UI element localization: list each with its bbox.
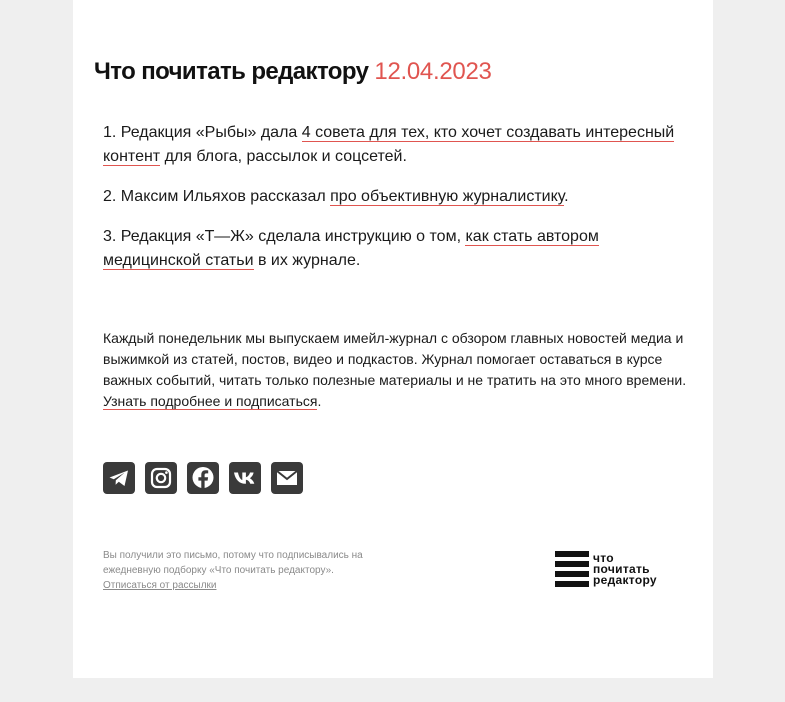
facebook-link[interactable]: [187, 462, 219, 494]
unsubscribe-link[interactable]: Отписаться от рассылки: [103, 580, 217, 591]
article-link[interactable]: про объективную журналистику: [330, 188, 565, 205]
stripes-logo-icon: [555, 551, 589, 587]
about-paragraph: [103, 328, 688, 412]
brand-logo: [555, 551, 657, 587]
newsletter-card: [73, 0, 713, 678]
subscribe-link[interactable]: Узнать подробнее и подписаться: [103, 393, 318, 409]
footer-notice: [103, 548, 383, 593]
email-link[interactable]: [271, 462, 303, 494]
telegram-link[interactable]: [103, 462, 135, 494]
list-item: [103, 121, 685, 169]
page-title: [94, 58, 492, 86]
list-item: [103, 225, 685, 273]
instagram-icon: [145, 462, 177, 494]
vk-link[interactable]: [229, 462, 261, 494]
item-text: 2. Максим Ильяхов рассказал: [103, 188, 331, 205]
notice-text: Вы получили это письмо, потому что подписывались на ежедневную подборку «Что почитать редактору».: [103, 550, 363, 576]
about-text: Каждый понедельник мы выпускаем имейл-журнал с обзором главных новостей медиа и выжимкой из статей, постов, видео и подкастов. Журнал помогает оставаться в курсе важных событий, читать только полезные материалы и не тратить на это много времени.: [103, 330, 687, 388]
logo-line: что: [593, 550, 614, 565]
logo-line: редактору: [593, 572, 657, 587]
vk-icon: [229, 462, 261, 494]
facebook-icon: [187, 462, 219, 494]
article-link[interactable]: 4 совета для тех, кто хочет создавать интересный контент: [103, 124, 675, 165]
logo-line: почитать: [593, 561, 650, 576]
about-suffix: .: [317, 393, 322, 409]
item-text: 1. Редакция «Рыбы» дала: [103, 124, 302, 141]
list-item: [103, 185, 685, 209]
logo-wordmark: [593, 550, 657, 587]
instagram-link[interactable]: [145, 462, 177, 494]
item-text: 3. Редакция «Т—Ж» сделала инструкцию о том,: [103, 228, 466, 245]
social-links: [103, 462, 303, 494]
issue-date: 12.04.2023: [374, 58, 492, 85]
telegram-icon: [103, 462, 135, 494]
email-icon: [271, 462, 303, 494]
article-link[interactable]: как стать автором медицинской статьи: [103, 228, 599, 269]
item-text: в их журнале.: [253, 252, 361, 269]
title-text: Что почитать редактору: [94, 58, 369, 85]
item-text: .: [564, 188, 569, 205]
article-list: [103, 121, 685, 289]
item-text: для блога, рассылок и соцсетей.: [160, 148, 407, 165]
